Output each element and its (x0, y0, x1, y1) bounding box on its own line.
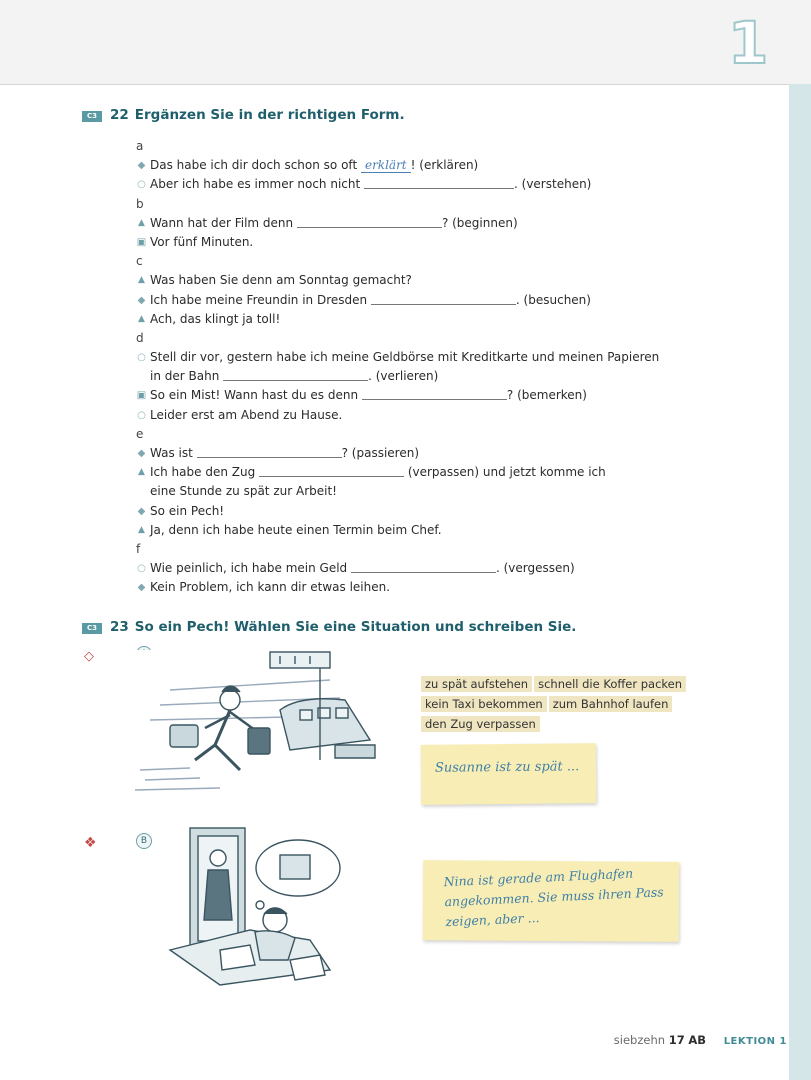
dialogue-letter (136, 329, 696, 348)
dialogue-line (136, 386, 696, 405)
lesson-number: 1 (728, 9, 769, 77)
line-text: d (136, 330, 144, 345)
line-text-after: (verpassen) und jetzt komme ich (404, 465, 606, 480)
dialogue-line (136, 559, 696, 578)
line-text (150, 175, 591, 194)
dialogue-line (136, 291, 696, 310)
dialogue-letter (136, 425, 696, 444)
square-marker-icon: ▣ (136, 390, 147, 402)
line-text (150, 214, 518, 233)
dialogue-line (136, 271, 696, 290)
triangle-marker-icon: ▲ (138, 467, 145, 478)
filled-answer: erklärt (361, 158, 411, 173)
line-text-before: Ja, denn ich habe heute einen Termin beim Chef. (150, 522, 442, 537)
line-text (150, 578, 390, 597)
line-text (150, 406, 342, 425)
dialogue-line (136, 406, 696, 425)
dialogue-line (136, 463, 696, 482)
exercise-22-heading (82, 107, 405, 123)
dialogue-line (136, 214, 696, 233)
line-text: a (136, 139, 144, 153)
sticky-note-b (423, 860, 680, 942)
dialogue-line (136, 175, 696, 194)
line-text-after: ? (passieren) (341, 446, 420, 460)
exercise-23-heading (82, 619, 576, 635)
page-number: 17 (668, 1033, 685, 1047)
situation-b-label: B (136, 833, 152, 849)
line-text-before: Stell dir vor, gestern habe ich meine Geldbörse mit Kreditkarte und meinen Papieren (150, 350, 660, 365)
line-text (150, 310, 280, 329)
line-text (150, 386, 587, 405)
keyword-chip: schnell die Koffer packen (534, 676, 686, 692)
section-tag: C3 (82, 623, 102, 634)
line-text (150, 271, 412, 290)
line-text: b (136, 196, 144, 211)
line-text (150, 291, 591, 310)
diamond-marker-icon: ◆ (137, 582, 146, 594)
dialogue-line (136, 444, 696, 463)
circle-marker-icon: ○ (137, 409, 146, 421)
line-text-before: So ein Mist! Wann hast du es denn (150, 388, 362, 403)
line-text-before: Wie peinlich, ich habe mein Geld (150, 561, 351, 576)
line-text: c (136, 254, 143, 269)
dialogue-line (136, 156, 696, 175)
line-text-before: Ich habe meine Freundin in Dresden (150, 292, 371, 307)
line-text: e (136, 426, 144, 441)
dialogue-line (136, 310, 696, 329)
answer-blank[interactable] (371, 291, 516, 305)
lesson-label: LEKTION 1 (723, 1036, 787, 1047)
diamond-cluster-icon: ❖ (84, 835, 97, 851)
line-text-before: Kein Problem, ich kann dir etwas leihen. (150, 580, 391, 595)
keyword-chip: kein Taxi bekommen (421, 696, 547, 712)
line-text-after: ? (beginnen) (441, 215, 518, 230)
airport-passport-illustration (160, 820, 350, 995)
book-code: AB (688, 1033, 707, 1047)
line-text-after: . (verstehen) (514, 177, 592, 192)
line-text (150, 367, 438, 386)
line-text-after: . (besuchen) (515, 292, 591, 307)
line-text-before: Wann hat der Film denn (150, 215, 297, 230)
line-text-after: . (verlieren) (368, 369, 439, 384)
answer-blank[interactable] (259, 463, 404, 477)
answer-blank[interactable] (351, 559, 496, 573)
train-station-illustration (130, 650, 385, 800)
triangle-marker-icon: ▲ (138, 524, 145, 535)
keyword-chip: den Zug verpassen (421, 716, 540, 732)
line-text (150, 559, 575, 578)
line-text-before: Ich habe den Zug (150, 465, 260, 480)
dialogue-line (136, 367, 696, 386)
dialogue-line (136, 348, 696, 367)
answer-blank[interactable] (197, 444, 342, 458)
triangle-marker-icon: ▲ (138, 275, 145, 286)
line-text-before: Leider erst am Abend zu Hause. (150, 407, 343, 422)
line-text (150, 502, 224, 521)
triangle-marker-icon: ▲ (138, 313, 145, 324)
diamond-marker-icon: ◆ (137, 505, 146, 517)
line-text-before: Was ist (150, 446, 197, 460)
sticky-note-a (421, 743, 597, 805)
diamond-outline-icon: ◇ (84, 649, 94, 664)
line-text (150, 233, 253, 252)
line-text-before: Das habe ich dir doch schon so oft (150, 158, 361, 173)
line-text-after: . (vergessen) (495, 561, 575, 576)
keyword-chip: zum Bahnhof laufen (549, 696, 673, 712)
line-text (150, 482, 337, 501)
line-text-before: in der Bahn (150, 369, 224, 384)
diamond-marker-icon: ◆ (137, 448, 146, 459)
answer-blank[interactable] (297, 214, 442, 228)
diamond-marker-icon: ◆ (137, 294, 146, 306)
diamond-marker-icon: ◆ (137, 160, 146, 172)
exercise-22-dialogues (136, 137, 696, 598)
line-text-before: Vor fünf Minuten. (150, 234, 254, 249)
line-text-before: Aber ich habe es immer noch nicht (150, 177, 365, 192)
line-text (150, 444, 419, 463)
dialogue-letter (136, 195, 696, 214)
page-footer (614, 1033, 787, 1047)
exercise-number: 22 (110, 107, 129, 123)
line-text-after: ? (bemerken) (506, 388, 587, 403)
answer-blank[interactable] (364, 175, 514, 189)
answer-blank[interactable] (223, 367, 368, 381)
line-text: f (136, 541, 141, 556)
circle-marker-icon: ○ (137, 352, 146, 364)
note-text: Nina ist gerade am Flughafen angekommen. Sie muss ihren Pass zeigen, aber ... (443, 865, 664, 930)
page-header-band (0, 0, 811, 85)
dialogue-line (136, 502, 696, 521)
dialogue-line (136, 233, 696, 252)
dialogue-letter (136, 252, 696, 271)
line-text-before: eine Stunde zu spät zur Arbeit! (150, 484, 337, 499)
note-text: Susanne ist zu spät ... (434, 759, 580, 776)
triangle-marker-icon: ▲ (138, 217, 145, 228)
line-text (150, 348, 659, 367)
section-tag: C3 (82, 111, 102, 122)
dialogue-letter (136, 540, 696, 559)
circle-marker-icon: ○ (137, 179, 146, 191)
line-text-before: So ein Pech! (150, 503, 225, 518)
line-text (150, 463, 606, 482)
exercise-title: Ergänzen Sie in der richtigen Form. (134, 107, 405, 123)
dialogue-letter (136, 137, 696, 156)
side-strip (789, 0, 811, 1080)
page-word: siebzehn (613, 1033, 666, 1047)
line-text-before: Was haben Sie denn am Sonntag gemacht? (150, 273, 412, 288)
dialogue-line (136, 521, 696, 540)
circle-marker-icon: ○ (137, 563, 146, 575)
exercise-title: So ein Pech! Wählen Sie eine Situation und schreiben Sie. (134, 619, 577, 635)
line-text-after: ! (erklären) (410, 158, 479, 173)
answer-blank[interactable] (362, 386, 507, 400)
square-marker-icon: ▣ (136, 236, 147, 248)
keyword-chip: zu spät aufstehen (421, 676, 532, 692)
line-text (150, 521, 442, 540)
line-text (150, 156, 478, 175)
exercise-number: 23 (110, 619, 129, 635)
line-text-before: Ach, das klingt ja toll! (150, 311, 281, 326)
keyword-list (421, 676, 691, 736)
dialogue-line (136, 482, 696, 501)
dialogue-line (136, 578, 696, 597)
